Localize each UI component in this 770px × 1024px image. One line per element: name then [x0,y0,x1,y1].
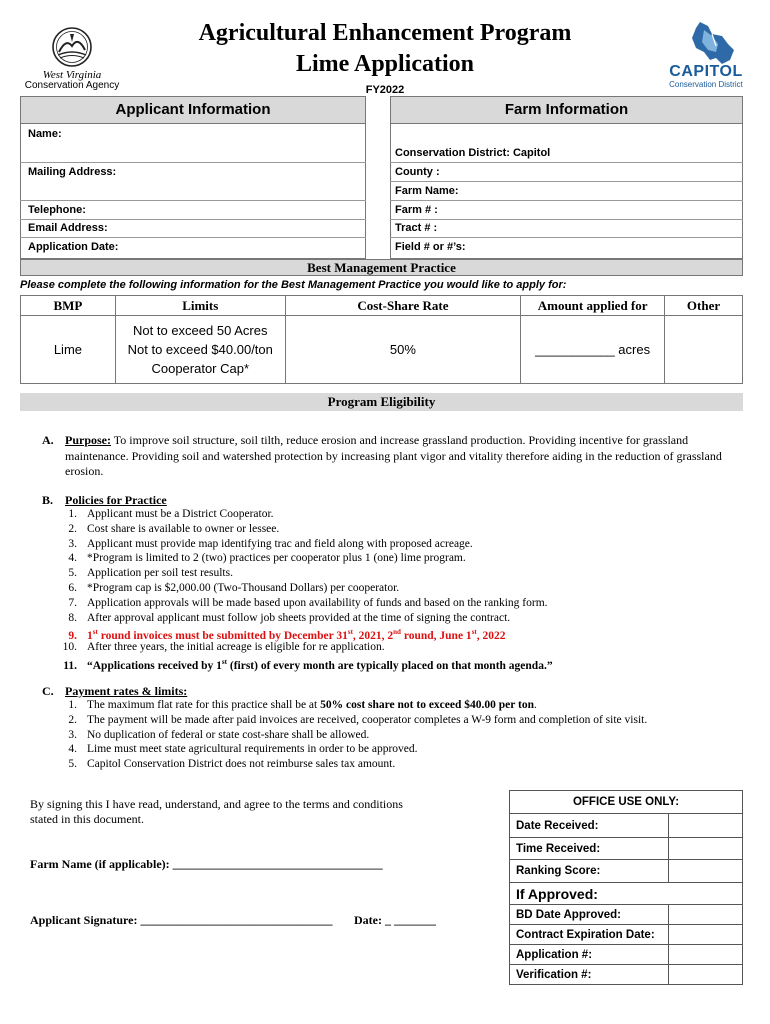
limits-line: Cooperator Cap* [151,361,250,376]
list-item: 11. “Applications received by 1st (first) of every month are typically placed on that month agenda.” [63,657,553,672]
agreement-line2: stated in this document. [30,812,144,826]
limits-col-header: Limits [115,296,285,316]
ranking-score-label: Ranking Score: [510,860,669,883]
payment-rates-heading: Payment rates & limits: [65,684,188,698]
purpose-text: To improve soil structure, soil tilth, reduce erosion and increase grassland production. Providing incentive for grassland maintenance. Providing soil and watershed protection by increasing plant vigor and vitality therefore aiding in the reduction of grassland erosion. [65,433,722,478]
wv-agency-line1: West Virginia [42,69,102,81]
list-item: 4. *Program is limited to 2 (two) practices per cooperator plus 1 (one) lime program. [68,552,466,565]
bmp-col-header: BMP [21,296,116,316]
verification-number-value[interactable] [669,965,743,985]
limits-line: Not to exceed 50 Acres [133,323,268,338]
applicant-name-label: Name: [28,128,62,140]
page-subtitle: Lime Application [295,51,475,77]
list-item: 5. Capitol Conservation District does not reimburse sales tax amount. [68,758,396,771]
policies-list [44,507,553,670]
field-number-label: Field # or #’s: [395,241,466,253]
list-item: 3. No duplication of federal or state cost-share shall be allowed. [68,728,370,741]
farm-name-signature-field[interactable]: Farm Name (if applicable): ___________________________________ [30,857,383,871]
mailing-address-label: Mailing Address: [28,166,117,178]
payment-list [44,698,647,772]
application-number-value[interactable] [669,945,743,965]
purpose-paragraph [65,433,725,480]
application-number-label: Application #: [510,945,669,965]
ranking-score-value[interactable] [669,860,743,883]
list-item: 7. Application approvals will be made based upon availability of funds and based on the ranking form. [68,596,548,609]
list-item: 1. Applicant must be a District Cooperator. [68,508,274,520]
list-item: 3. Applicant must provide map identifying trac and field along with proposed acreage. [68,537,473,550]
section-letter: B. [42,493,54,507]
wv-agency-line2: Conservation Agency [24,80,120,91]
farm-info-heading: Farm Information [390,96,743,124]
divider [20,162,366,163]
amount-col-header: Amount applied for [521,296,665,316]
date-received-value[interactable] [669,814,743,838]
list-item: 2. Cost share is available to owner or lessee. [68,522,280,535]
divider [390,237,743,238]
contract-expiration-value[interactable] [669,925,743,945]
if-approved-label: If Approved: [510,883,743,905]
divider [390,219,743,220]
list-item: 5. Application per soil test results. [68,567,233,580]
purpose-heading: Purpose: [65,433,111,447]
limits-cell [115,316,285,384]
cost-share-col-header: Cost-Share Rate [285,296,521,316]
other-cell[interactable] [665,316,743,384]
applicant-info-heading: Applicant Information [20,96,366,124]
fiscal-year: FY2022 [365,84,405,96]
list-item: 2. The payment will be made after paid invoices are received, cooperator completes a W-9 form and completion of site visit. [68,713,648,726]
applicant-info-box [20,123,366,259]
limits-line: Not to exceed $40.00/ton [127,342,273,357]
farm-number-label: Farm # : [395,204,438,216]
date-received-label: Date Received: [510,814,669,838]
list-item: 10. After three years, the initial acreage is eligible for re application. [62,641,385,654]
farm-name-label: Farm Name: [395,185,459,197]
table-row [21,316,743,384]
time-received-label: Time Received: [510,838,669,860]
bmp-cell: Lime [21,316,116,384]
application-date-label: Application Date: [28,241,119,253]
office-use-table [509,790,743,985]
telephone-label: Telephone: [28,204,86,216]
county-label: County : [395,166,440,178]
bd-date-label: BD Date Approved: [510,905,669,925]
amount-cell[interactable]: ___________ acres [521,316,665,384]
contract-expiration-label: Contract Expiration Date: [510,925,669,945]
section-letter: A. [42,433,54,447]
list-item: 6. *Program cap is $2,000.00 (Two-Thousand Dollars) per cooperator. [68,581,400,594]
signature-date-field[interactable]: Date: _ _______ [354,913,436,927]
bmp-instruction: Please complete the following information for the Best Management Practice you would like to apply for: [20,279,567,291]
divider [20,237,366,238]
verification-number-label: Verification #: [510,965,669,985]
conservation-district-label: Conservation District: Capitol [395,147,551,159]
time-received-value[interactable] [669,838,743,860]
divider [20,200,366,201]
other-col-header: Other [665,296,743,316]
list-item: 1. The maximum flat rate for this practice shall be at 50% cost share not to exceed $40.00 per ton. [68,699,537,711]
bd-date-value[interactable] [669,905,743,925]
divider [390,200,743,201]
capitol-logo-name: CAPITOL [669,63,743,80]
cost-share-cell: 50% [285,316,521,384]
applicant-signature-field[interactable]: Applicant Signature: ________________________________ [30,913,333,927]
tract-number-label: Tract # : [395,222,438,234]
bmp-table [20,295,743,384]
divider [20,219,366,220]
page-title: Agricultural Enhancement Program [198,20,572,46]
list-item: 8. After approval applicant must follow job sheets provided at the time of signing the contract. [68,611,511,624]
program-eligibility-heading: Program Eligibility [20,393,743,411]
capitol-logo-sub: Conservation District [669,80,743,89]
office-use-heading: OFFICE USE ONLY: [510,791,743,814]
agreement-line1: By signing this I have read, understand, and agree to the terms and conditions [30,797,403,811]
divider [390,162,743,163]
email-label: Email Address: [28,222,108,234]
policies-heading: Policies for Practice [65,493,167,507]
list-item: 4. Lime must meet state agricultural requirements in order to be approved. [68,743,418,756]
section-letter: C. [42,684,54,698]
invoice-deadline-item: 9. 1st round invoices must be submitted by December 31st, 2021, 2nd round, June 1st, 2022 [68,628,506,643]
bmp-heading: Best Management Practice [20,259,743,276]
divider [390,181,743,182]
capitol-district-map-icon [682,20,742,68]
